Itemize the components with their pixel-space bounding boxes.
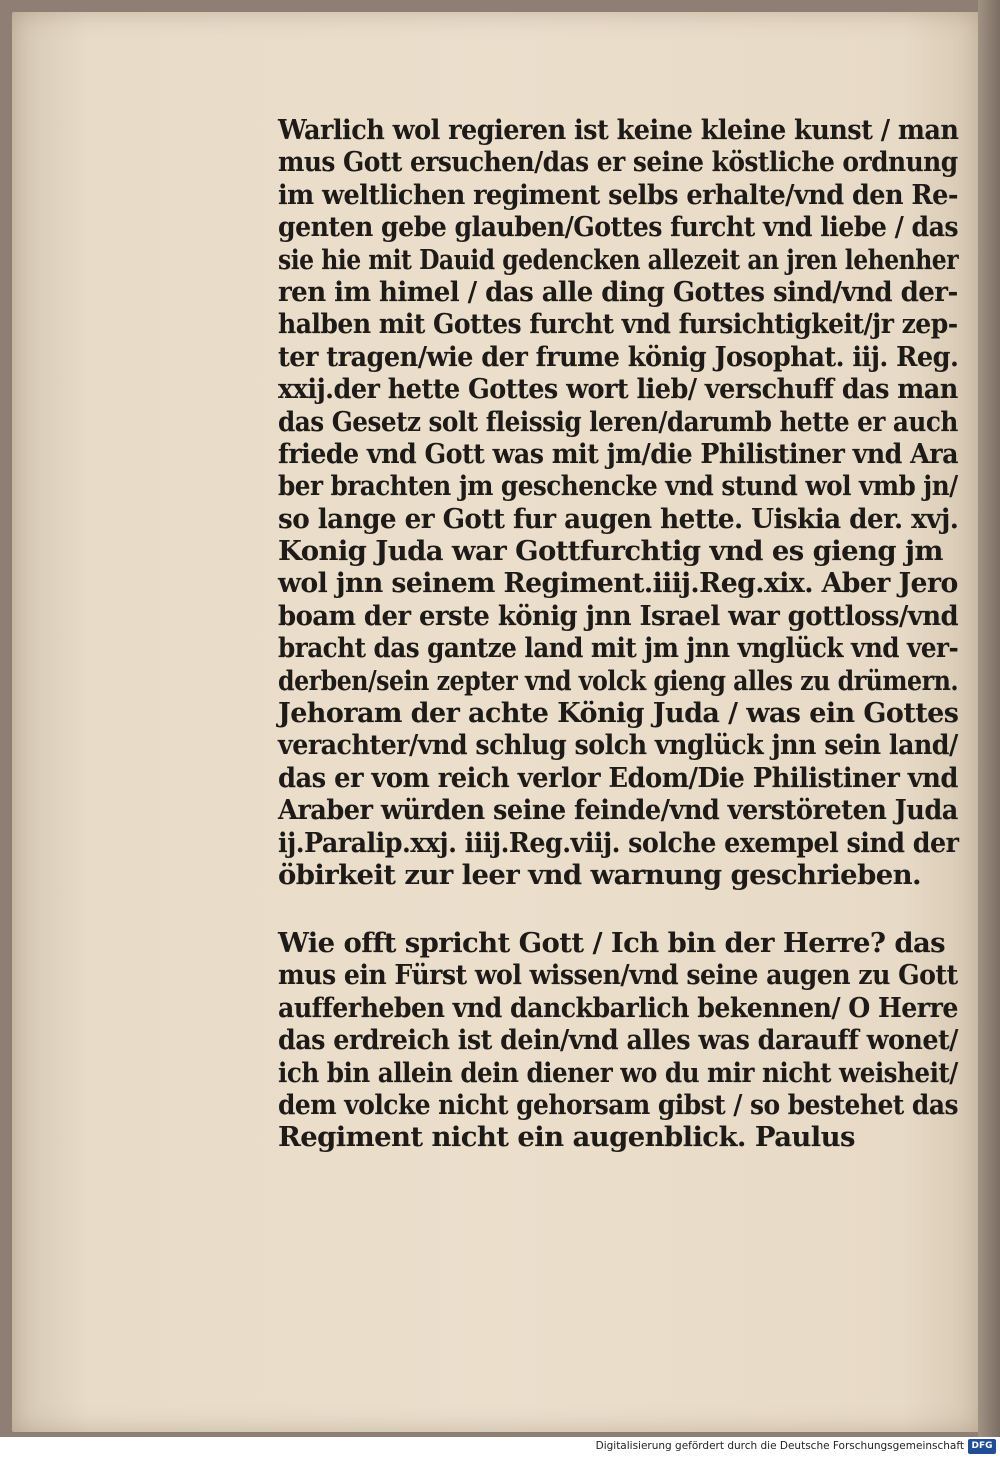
text-line: bracht das gantze land mit jm jnn vnglück vnd ver- (278, 632, 959, 665)
text-line: wol jnn seinem Regiment.iiij.Reg.xix. Aber Jero (278, 567, 958, 600)
text-line: mus Gott ersuchen/das er seine köstliche ordnung (278, 146, 958, 179)
text-line: Konig Juda war Gottfurchtig vnd es gieng jm (278, 535, 943, 568)
text-line: verachter/vnd schlug solch vnglück jnn sein land/ (278, 729, 958, 762)
text-line: xxij.der hette Gottes wort lieb/ verschuff das man (278, 373, 958, 406)
text-line: Wie offt spricht Gott / Ich bin der Herre? das (278, 927, 946, 959)
book-edge (978, 0, 1000, 1437)
text-line: ter tragen/wie der frume könig Josophat. iij. Reg. (278, 340, 959, 373)
text-line: halben mit Gottes furcht vnd fursichtigkeit/jr zep- (278, 308, 958, 341)
text-line: öbirkeit zur leer vnd warnung geschrieben. (278, 858, 921, 891)
text-line: ber brachten jm geschencke vnd stund wol vmb jn/ (278, 470, 958, 503)
text-line: das erdreich ist dein/vnd alles was darauff wonet/ (278, 1024, 958, 1057)
text-line: genten gebe glauben/Gottes furcht vnd liebe / das (278, 211, 959, 244)
text-line: boam der erste könig jnn Israel war gottloss/vnd (278, 599, 959, 632)
text-line: sie hie mit Dauid gedencken allezeit an jren lehenher (278, 243, 959, 276)
text-line: ren im himel / das alle ding Gottes sind/vnd der- (278, 275, 958, 308)
text-line: friede vnd Gott was mit jm/die Philistiner vnd Ara (278, 437, 958, 470)
text-line: Regiment nicht ein augenblick. Paulus (278, 1121, 855, 1154)
text-line: im weltlichen regiment selbs erhalte/vnd den Re- (278, 178, 958, 211)
paragraph-2 (278, 927, 978, 1154)
text-line: ich bin allein dein diener wo du mir nicht weisheit/ (278, 1056, 958, 1089)
footer-credit: Digitalisierung gefördert durch die Deutsche Forschungsgemeinschaft (595, 1440, 964, 1452)
text-line: mus ein Fürst wol wissen/vnd seine augen zu Gott (278, 959, 958, 992)
text-line: ij.Paralip.xxj. iiij.Reg.viij. solche exempel sind der (278, 826, 959, 859)
text-line: Araber würden seine feinde/vnd verstöreten Juda (278, 794, 958, 827)
text-line: so lange er Gott fur augen hette. Uiskia der. xvj. (278, 502, 959, 535)
footer-bar (0, 1437, 1000, 1457)
text-line: das Gesetz solt fleissig leren/darumb hette er auch (278, 405, 958, 438)
text-line: das er vom reich verlor Edom/Die Philistiner vnd (278, 761, 958, 794)
text-line: Jehoram der achte König Juda / was ein Gottes (278, 697, 959, 730)
paragraph-1 (278, 114, 978, 891)
dfg-logo-icon: DFG (968, 1439, 996, 1454)
text-line: aufferheben vnd danckbarlich bekennen/ O Herre (278, 991, 958, 1024)
text-line: Warlich wol regieren ist keine kleine kunst / man (278, 114, 959, 146)
text-line: dem volcke nicht gehorsam gibst / so bestehet das (278, 1088, 958, 1121)
text-line: derben/sein zepter vnd volck gieng alles zu drümern. (278, 664, 959, 697)
